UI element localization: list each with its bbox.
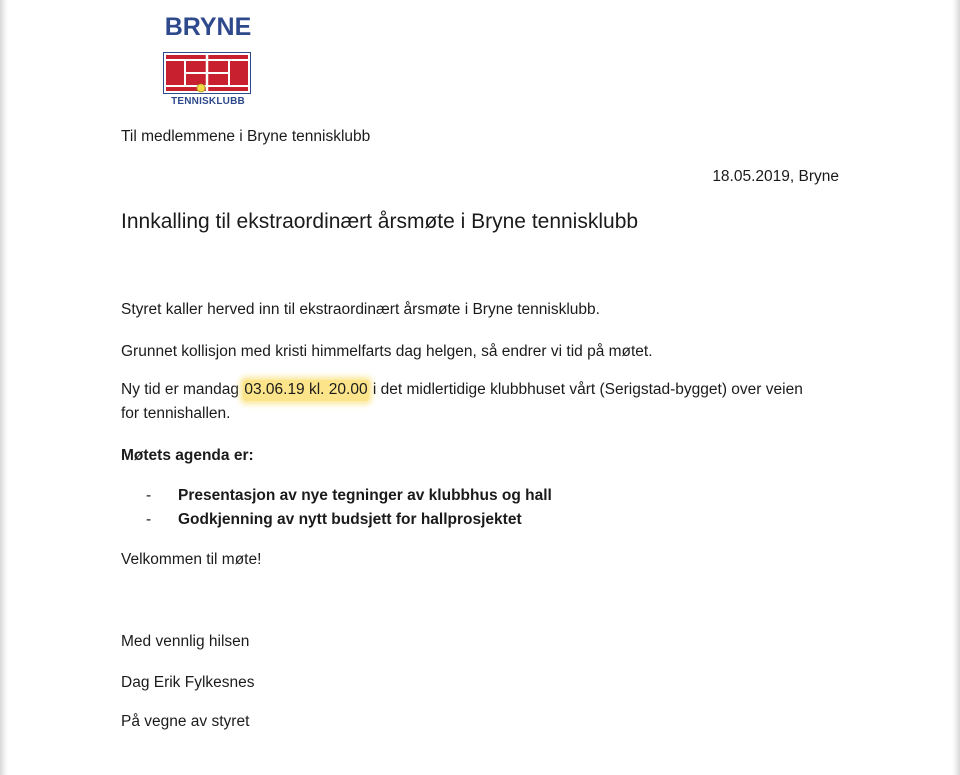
- club-logo: [162, 13, 254, 107]
- agenda-item-text: Presentasjon av nye tegninger av klubbhus og hall: [178, 487, 552, 504]
- agenda-item-text: Godkjenning av nytt budsjett for hallprosjektet: [178, 511, 522, 528]
- tennis-court-icon: [163, 52, 251, 94]
- recipient-line: Til medlemmene i Bryne tennisklubb: [121, 128, 371, 145]
- page-edge-left: [0, 0, 8, 775]
- closing-line: Med vennlig hilsen: [121, 633, 250, 650]
- paragraph-3-line1: [121, 380, 803, 400]
- signer-name: Dag Erik Fylkesnes: [121, 674, 255, 691]
- list-bullet: -: [146, 487, 152, 504]
- paragraph-3-line2: for tennishallen.: [121, 405, 231, 422]
- logo-wordmark: BRYNE: [164, 13, 252, 41]
- paragraph-2: Grunnet kollisjon med kristi himmelfarts dag helgen, så endrer vi tid på møtet.: [121, 343, 653, 360]
- page-edge-right: [952, 0, 960, 775]
- highlighted-new-time: 03.06.19 kl. 20.00: [243, 380, 368, 401]
- agenda-item: [146, 486, 552, 506]
- agenda-item: [146, 510, 522, 530]
- paragraph-1: Styret kaller herved inn til ekstraordinært årsmøte i Bryne tennisklubb.: [121, 301, 600, 318]
- logo-subtitle: TENNISKLUBB: [171, 96, 245, 107]
- list-bullet: -: [146, 511, 152, 528]
- signer-role: På vegne av styret: [121, 713, 250, 730]
- letter-date: 18.05.2019, Bryne: [712, 168, 839, 185]
- letter-title: Innkalling til ekstraordinært årsmøte i Bryne tennisklubb: [121, 210, 639, 233]
- welcome-line: Velkommen til møte!: [121, 551, 262, 568]
- agenda-heading: Møtets agenda er:: [121, 447, 254, 464]
- paragraph-3-intro: Ny tid er mandag: [121, 381, 244, 398]
- paragraph-3-rest: i det midlertidige klubbhuset vårt (Serigstad-bygget) over veien: [368, 381, 803, 398]
